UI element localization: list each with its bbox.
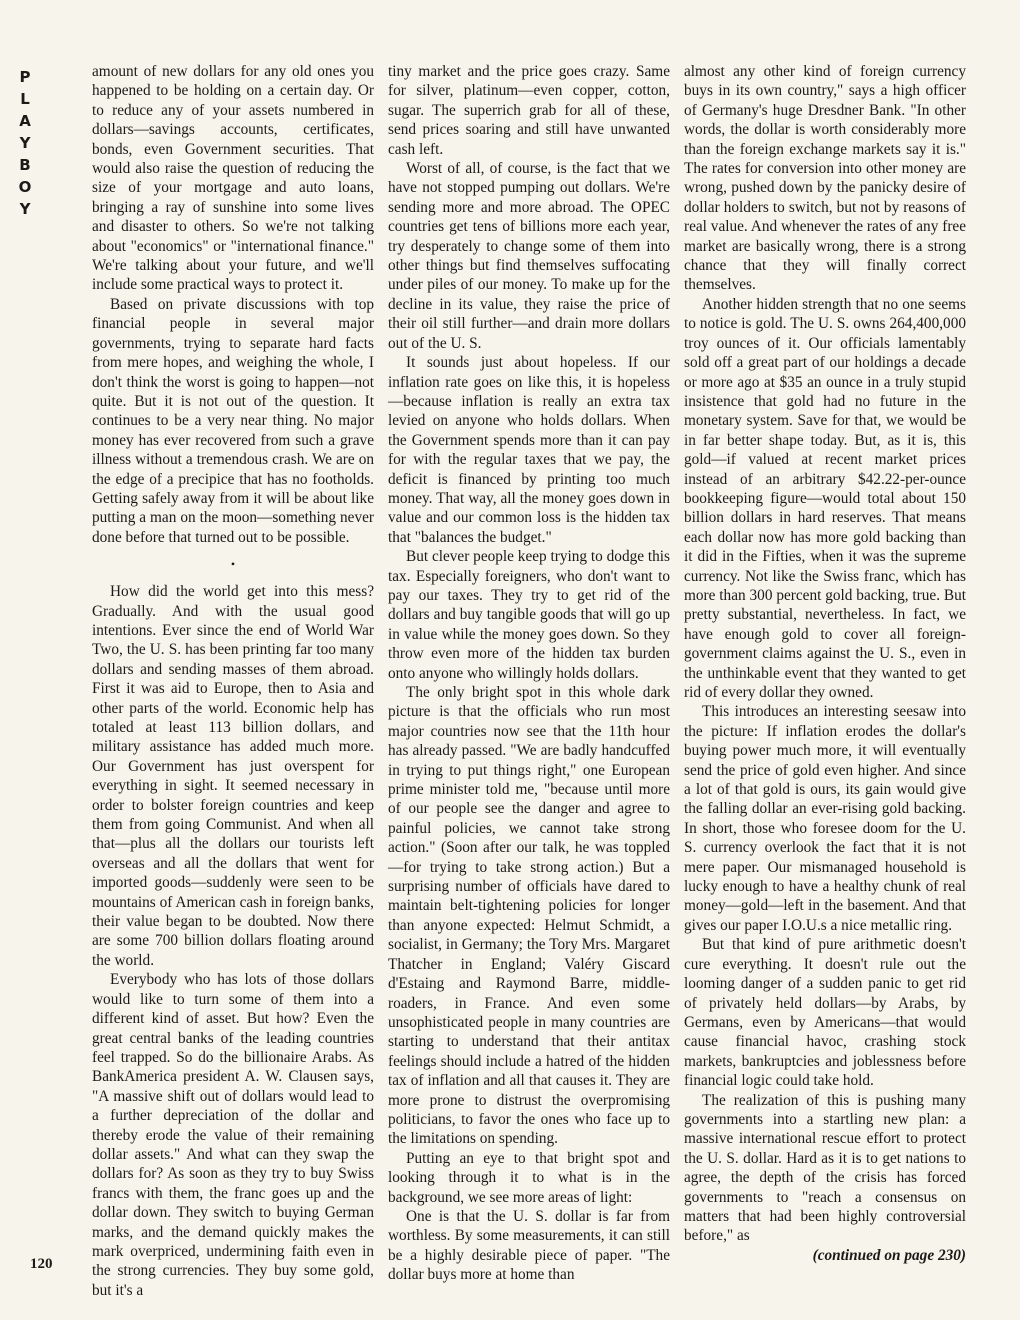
paragraph: Putting an eye to that bright spot and looking through it to what is in the background, we see more areas of light: bbox=[388, 1149, 670, 1206]
paragraph: The only bright spot in this whole dark picture is that the officials who run most major countries now see that the 11th hour has already passed. "We are badly handcuffed in trying to put things right," one European prime minister told me, "because until more of our people see the danger and agree to painful policies, we cannot take strong action." (Soon after our talk, he was toppled—for trying to take strong action.) But a surprising number of officials have dared to maintain belt-tightening policies for longer than anyone expected: Helmut Schmidt, a socialist, in Germany; the Tory Mrs. Margaret Thatcher in England; Valéry Giscard d'Estaing and Raymond Barre, middle-roaders, in France. And even some unsophisticated people in many countries are starting to understand that their antitax feelings should include a hatred of the hidden tax of inflation and all that causes it. They are more prone to distrust the overpromising politicians, to favor the ones who face up to the limitations on spending. bbox=[388, 684, 670, 1148]
paragraph: But clever people keep trying to dodge this tax. Especially foreigners, who don't want to pay our taxes. They try to get rid of the dollars and buy tangible goods that will go up in value while the money goes down. So they throw even more of the hidden tax burden onto anyone who willingly holds dollars. bbox=[388, 548, 670, 682]
masthead-letter: Y bbox=[19, 134, 31, 152]
masthead-letter: L bbox=[20, 90, 30, 108]
paragraph: Based on private discussions with top financial people in several major governments, trying to separate hard facts from mere hopes, and weighing the whole, I don't think the worst is going to happen—not quite. But it is not out of the question. It continues to be a very near thing. No major money has ever recovered from such a grave illness without a tremendous crash. We are on the edge of a precipice that has no footholds. Getting safely away from it will be about like putting a man on the moon—something never done before that turned out to be possible. bbox=[92, 295, 374, 546]
paragraph: amount of new dollars for any old ones you happened to be holding on a certain day. Or to reduce any of your assets numbered in dollars—savings accounts, certificates, bonds, even Government securities. That would also raise the question of reducing the size of your mortgage and auto loans, bringing a ray of sunshine into some lives and disaster to others. So we're not talking about "economics" or "international finance." We're talking about your future, and we'll include some practical ways to protect it. bbox=[92, 63, 374, 294]
masthead-letter: A bbox=[19, 112, 31, 130]
paragraph: Worst of all, of course, is the fact that we have not stopped pumping out dollars. We're sending more and more abroad. The OPEC countries get tens of billions more each year, try desperately to change some of them into other things but find themselves suffocating under piles of our money. To make up for the decline in its value, they raise the price of their oil still further—and drain more dollars out of the U. S. bbox=[388, 160, 670, 352]
paragraph: Another hidden strength that no one seems to notice is gold. The U. S. owns 264,400,000 troy ounces of it. Our officials lamentably sold off a great part of our holdings a decade or more ago at $35 an ounce in a truly stupid insistence that gold had no future in the monetary system. Save for that, we would be in far better shape today. But, as it is, this gold—if valued at recent market prices instead of an arbitrary $42.22-per-ounce bookkeeping figure—would total about 150 billion dollars in hard reserves. That means each dollar now has more gold backing than it did in the Fifties, when it was the supreme currency. Not like the Swiss franc, which has more than 300 percent gold backing, true. But pretty substantial, nevertheless. In fact, we have enough gold to cover all foreign-government claims against the U. S., even in the unthinkable event that they wanted to get rid of every dollar they owned. bbox=[684, 295, 966, 701]
paragraph: The realization of this is pushing many governments into a startling new plan: a massive international rescue effort to protect the U. S. dollar. Hard as it is to get nations to agree, the depth of the crisis has forced governments to "reach a consensus on matters that had been highly controversial before," as bbox=[684, 1091, 966, 1245]
text-column-2 bbox=[388, 62, 670, 1284]
masthead-letter: B bbox=[19, 156, 31, 174]
paragraph: This introduces an interesting seesaw into the picture: If inflation erodes the dollar's buying power much more, it will eventually send the price of gold even higher. And since a lot of that gold is ours, its gain would give the falling dollar an ever-rising gold backing. In short, those who foresee doom for the U. S. currency overlook the fact that it is not mere paper. Our mismanaged household is lucky enough to have a healthy chunk of real money—gold—left in the basement. And that gives our paper I.O.U.s a nice metallic ring. bbox=[684, 703, 966, 934]
masthead-letter: O bbox=[18, 178, 32, 196]
text-column-1 bbox=[92, 62, 374, 1299]
paragraph: But that kind of pure arithmetic doesn't cure everything. It doesn't rule out the looming danger of a sudden panic to get rid of privately held dollars—by Arabs, by Germans, even by Americans—that would cause financial havoc, crashing stock markets, bankruptcies and joblessness before financial logic could take hold. bbox=[684, 936, 966, 1090]
text-column-3 bbox=[684, 62, 966, 1270]
section-divider: • bbox=[230, 557, 236, 572]
paragraph: One is that the U. S. dollar is far from worthless. By some measurements, it can still be a highly desirable piece of paper. "The dollar buys more at home than bbox=[388, 1207, 670, 1284]
paragraph: It sounds just about hopeless. If our inflation rate goes on like this, it is hopeless—because inflation is really an extra tax levied on anyone who holds dollars. When the Government spends more than it can pay for with the regular taxes that we pay, the deficit is financed by printing too much money. That way, all the money goes down in value and our common loss is the hidden tax that "balances the budget." bbox=[388, 354, 670, 546]
paragraph: Everybody who has lots of those dollars would like to turn some of them into a different kind of asset. But how? Even the great central banks of the leading countries feel trapped. So do the billionaire Arabs. As BankAmerica president A. W. Clausen says, "A massive shift out of dollars would lead to a further depreciation of the dollar and thereby erode the value of their remaining dollar assets." And what can they swap the dollars for? As soon as they try to buy Swiss francs with them, the franc goes up and the dollar down. They switch to buying German marks, and the demand quickly makes the mark overpriced, undermining faith even in the strong currencies. They buy some gold, but it's a bbox=[92, 971, 374, 1299]
paragraph: almost any other kind of foreign currency buys in its own country," says a high officer of Germany's huge Dresdner Bank. "In other words, the dollar is worth considerably more than the foreign exchange markets say it is." The rates for conversion into other money are wrong, pushed down by the panicky desire of dollar holders to switch, but not by reasons of real value. And whenever the rates of any free market are basically wrong, there is a strong chance that they will finally correct themselves. bbox=[684, 63, 966, 294]
masthead-letter: Y bbox=[19, 200, 31, 218]
masthead-letter: P bbox=[19, 68, 31, 86]
paragraph: tiny market and the price goes crazy. Same for silver, platinum—even copper, cotton, sugar. The superrich grab for all of these, send prices soaring and still have unwanted cash left. bbox=[388, 63, 670, 158]
continued-note: (continued on page 230) bbox=[812, 1246, 966, 1264]
page-number: 120 bbox=[30, 1256, 53, 1272]
magazine-masthead bbox=[14, 66, 36, 220]
paragraph: How did the world get into this mess? Gradually. And with the usual good intentions. Ever since the end of World War Two, the U. S. has been printing far too many dollars and sending masses of them abroad. First it was aid to Europe, then to Asia and other parts of the world. Economic help has totaled at least 113 billion dollars, and military assistance has added much more. Our Government has just overspent for everything in sight. It seemed necessary in order to bolster foreign countries and keep them from going Communist. And when all that—plus all the dollars our tourists left overseas and all the dollars that went for imported goods—suddenly were seen to be mountains of American cash in foreign banks, their value began to be doubted. Now there are some 700 billion dollars floating around the world. bbox=[92, 583, 374, 969]
